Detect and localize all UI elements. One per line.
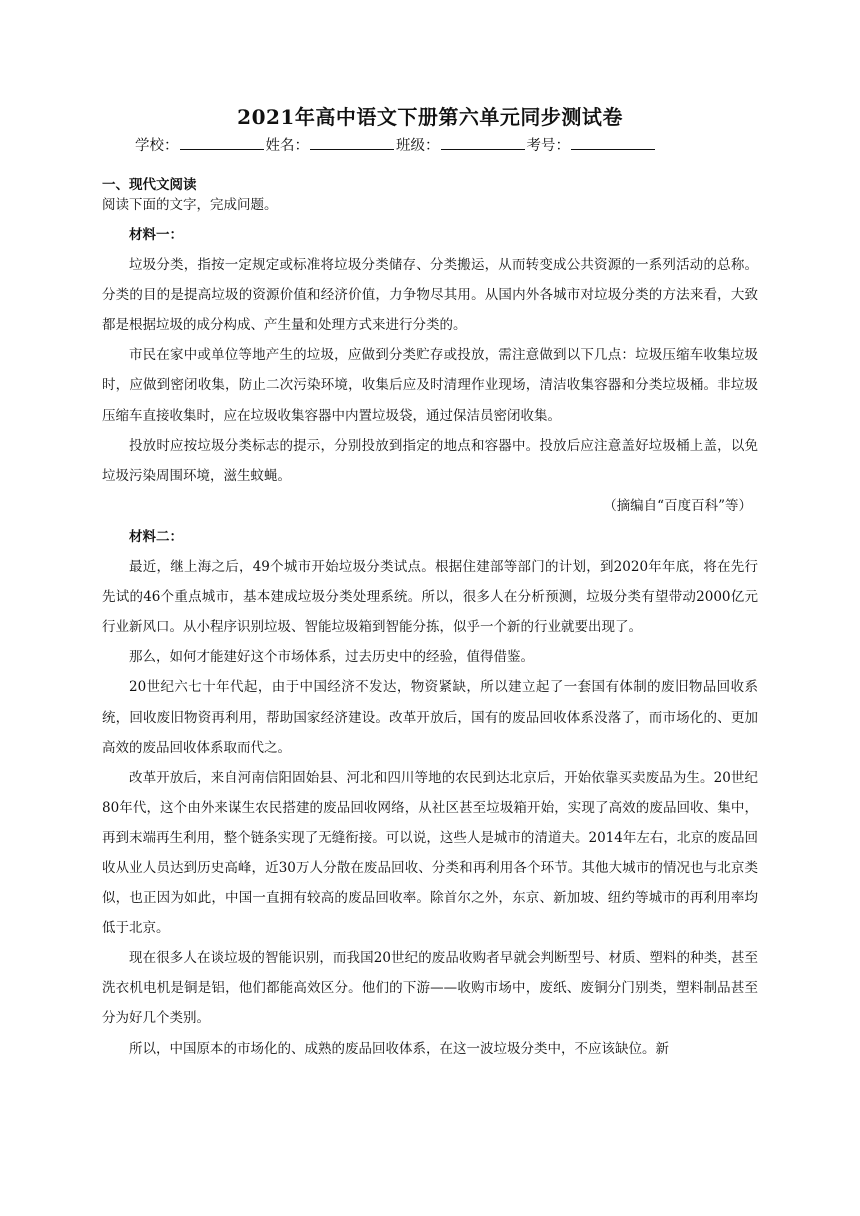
page-title: 2021年高中语文下册第六单元同步测试卷 <box>237 105 623 129</box>
material-one-paragraph: 投放时应按垃圾分类标志的提示，分别投放到指定的地点和容器中。投放后应注意盖好垃圾桶上盖，以免垃圾污染周围环境，滋生蚊蝇。 <box>102 437 758 484</box>
student-info-line <box>135 133 735 159</box>
name-field[interactable] <box>310 135 394 150</box>
school-label: 学校： <box>135 138 179 154</box>
material-one-label: 材料一： <box>129 227 183 243</box>
material-two-paragraph: 所以，中国原本的市场化的、成熟的废品回收体系，在这一波垃圾分类中，不应该缺位。新 <box>129 1040 669 1057</box>
material-two-paragraph: 那么，如何才能建好这个市场体系，过去历史中的经验，值得借鉴。 <box>129 649 534 666</box>
material-one-paragraph: 市民在家中或单位等地产生的垃圾，应做到分类贮存或投放，需注意做到以下几点：垃圾压缩车收集垃圾时，应做到密闭收集，防止二次污染环境，收集后应及时清理作业现场，清洁收集容器和分类垃圾桶。非垃圾压缩车直接收集时，应在垃圾收集容器中内置垃圾袋，通过保洁员密闭收集。 <box>102 347 758 424</box>
exam-no-field[interactable] <box>571 135 655 150</box>
section-heading: 一、现代文阅读 <box>102 177 197 193</box>
school-field[interactable] <box>180 135 264 150</box>
material-one-paragraph: 垃圾分类，指按一定规定或标准将垃圾分类储存、分类搬运，从而转变成公共资源的一系列活动的总称。分类的目的是提高垃圾的资源价值和经济价值，力争物尽其用。从国内外各城市对垃圾分类的方法来看，大致都是根据垃圾的成分构成、产生量和处理方式来进行分类的。 <box>102 257 758 334</box>
document-header <box>102 100 758 134</box>
exam-no-label: 考号： <box>526 138 570 154</box>
material-two-paragraph: 最近，继上海之后，49个城市开始垃圾分类试点。根据住建部等部门的计划，到2020年年底，将在先行先试的46个重点城市，基本建成垃圾分类处理系统。所以，很多人在分析预测，垃圾分类有望带动2000亿元行业新风口。从小程序识别垃圾、智能垃圾箱到智能分拣，似乎一个新的行业就要出现了。 <box>102 559 758 636</box>
material-one-source: （摘编自“百度百科”等） <box>603 497 752 514</box>
material-two-paragraph: 现在很多人在谈垃圾的智能识别，而我国20世纪的废品收购者早就会判断型号、材质、塑料的种类，甚至洗衣机电机是铜是铝，他们都能高效区分。他们的下游——收购市场中，废纸、废铜分门别类，塑料制品甚至分为好几个类别。 <box>102 950 758 1027</box>
class-field[interactable] <box>441 135 525 150</box>
material-two-paragraph: 20世纪六七十年代起，由于中国经济不发达，物资紧缺，所以建立起了一套国有体制的废旧物品回收系统，回收废旧物资再利用，帮助国家经济建设。改革开放后，国有的废品回收体系没落了，而市场化的、更加高效的废品回收体系取而代之。 <box>102 679 758 756</box>
reading-passage <box>102 219 758 1064</box>
material-two-paragraph: 改革开放后，来自河南信阳固始县、河北和四川等地的农民到达北京后，开始依靠买卖废品为生。20世纪80年代，这个由外来谋生农民搭建的废品回收网络，从社区甚至垃圾箱开始，实现了高效的废品回收、集中，再到末端再生利用，整个链条实现了无缝衔接。可以说，这些人是城市的清道夫。2014年左右，北京的废品回收从业人员达到历史高峰，近30万人分散在废品回收、分类和再利用各个环节。其他大城市的情况也与北京类似，也正因为如此，中国一直拥有较高的废品回收率。除首尔之外，东京、新加坡、纽约等城市的再利用率均低于北京。 <box>102 769 758 937</box>
name-label: 姓名： <box>265 138 309 154</box>
section-instruction: 阅读下面的文字，完成问题。 <box>102 197 278 213</box>
class-label: 班级： <box>396 138 440 154</box>
material-two-label: 材料二： <box>129 528 183 545</box>
